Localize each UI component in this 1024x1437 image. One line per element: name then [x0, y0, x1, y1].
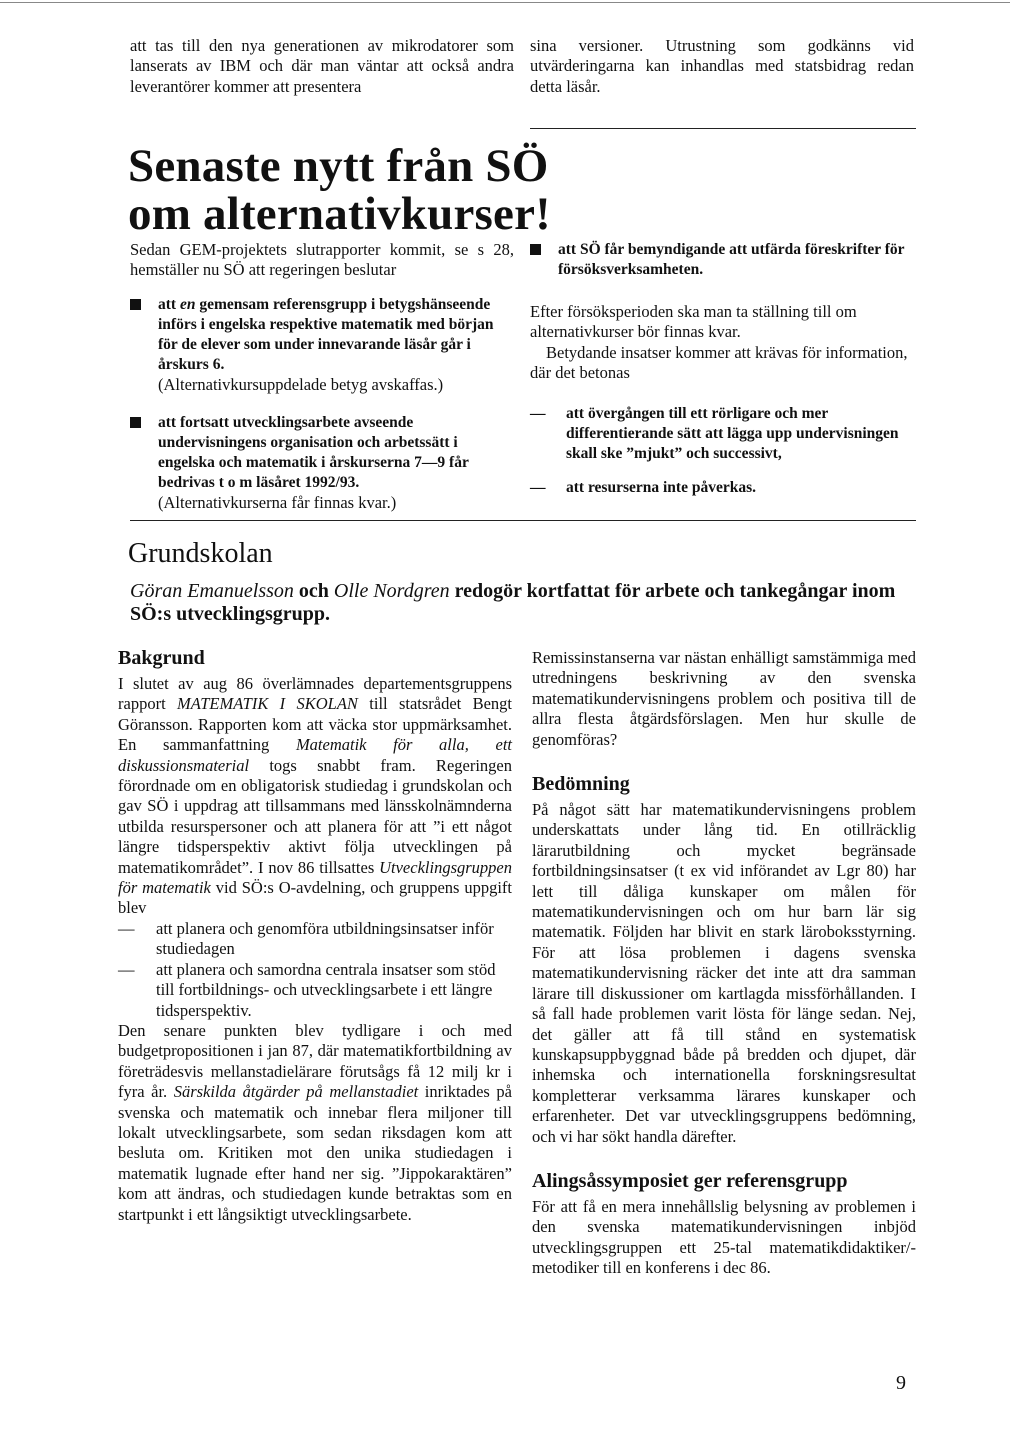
article-lede: Göran Emanuelsson och Olle Nordgren redogör kortfattat för arbete och tankegångar inom SÖ:s utvecklingsgrupp. [130, 580, 896, 625]
news-bottom-rule [130, 520, 916, 521]
news-title: Senaste nytt från SÖ om alternativkurser! [128, 140, 551, 240]
news-bullet-3: att SÖ får bemyndigande att utfärda föreskrifter för försöksverksamheten. [530, 240, 916, 280]
bullet-square-icon [130, 417, 141, 428]
bullet-square-icon [530, 244, 541, 255]
news-bullet-1-note: (Alternativkursuppdelade betyg avskaffas.) [158, 374, 444, 394]
bakgrund-dash-2: — att planera och samordna centrala insatser som stöd till fortbildnings- och utvecklingsarbete i ett längre tidsperspektiv. [118, 959, 496, 1020]
bedomning-paragraph: På något sätt har matematikundervisningens problem underskattats under lång tid. En otillräcklig lärarutbildning och mycket begränsade fortbildningsinsatser (t ex vid införandet av Lgr 80) har lett till dåliga kunskaper om målen för matematikundervisningen och om hur barn lär sig matematik. Följden har blivit en stark läroboksstyrning. För att lösa problemen i dagens svenska matematikundervisning räcker det inte att dra samman lärare till diskussioner om kartlagda missförhållanden. I så fall hade problemen varit lösta för länge sedan. Nej, det gäller att få till stånd en systematisk kunskapsuppbyggnad både på bredden och djupet, där inhemska och internationella forskningsresultat kompletterar verksamma lärares kunskaper och erfarenheter. Det var utvecklingsgruppens bedömning, och vi har sökt handla därefter. [532, 800, 916, 1146]
news-divider-rule [530, 128, 916, 129]
alingsas-heading: Alingsåssymposiet ger referensgrupp [532, 1169, 848, 1192]
bedomning-heading: Bedömning [532, 773, 630, 796]
news-intro: Sedan GEM-projektets slutrapporter kommit, se s 28, hemställer nu SÖ att regeringen beslutar [130, 240, 514, 280]
page-number: 9 [896, 1372, 906, 1394]
bakgrund-paragraph: I slutet av aug 86 överlämnades departementsgruppens rapport MATEMATIK I SKOLAN till statsrådet Bengt Göransson. Rapporten kom att väcka stor uppmärksamhet. En sammanfattning Matematik för alla, ett diskussionsmaterial togs snabbt fram. Regeringen förordnade om en obligatorisk studiedag i grundskolan och gav SÖ i uppdrag att tillsammans med länsskolnämnderna utbilda resurspersoner och att planera för att ”i ett något längre tidsperspektiv aktivt följa utvecklingen på matematikområdet”. I nov 86 tillsattes Utvecklingsgruppen för matematik vid SÖ:s O-avdelning, och gruppens uppgift blev [118, 674, 512, 918]
top-left-text: att tas till den nya generationen av mikrodatorer som lanserats av IBM och där man väntar att också andra leverantörer kommer att presentera [130, 36, 514, 96]
news-dash-1: — att övergången till ett rörligare och mer differentierande sätt att lägga upp undervisningen skall ske ”mjukt” och successivt, [530, 404, 899, 462]
bakgrund-heading: Bakgrund [118, 647, 205, 669]
news-para-1: Efter försöksperioden ska man ta ställning till om alternativkurser bör finnas kvar. [530, 302, 857, 342]
news-bullet-1: att en gemensam referensgrupp i betygshänseende införs i engelska respektive matematik med början för de elever som under innevarande läsår går i årskurs 6. (Alternativkursuppdelade betyg avskaffas.) [130, 295, 514, 395]
news-right-column [530, 240, 916, 498]
news-bullet-2: att fortsatt utvecklingsarbete avseende undervisningens organisation och arbetssätt i engelska och matematik i årskurserna 7—9 får bedrivas t o m läsåret 1992/93. (Alternativkurserna får finnas kvar.) [130, 413, 514, 513]
top-right-text: sina versioner. Utrustning som godkänns vid utvärderingarna kan inhandlas med statsbidrag redan detta läsår. [530, 36, 914, 96]
article-right-column [532, 648, 916, 1279]
news-para-2: Betydande insatser kommer att krävas för information, där det betonas [530, 342, 908, 383]
news-left-column [130, 240, 514, 513]
bakgrund-dash-1: — att planera och genomföra utbildningsinsatser inför studiedagen [118, 918, 494, 959]
news-dash-2: — att resurserna inte påverkas. [530, 478, 756, 496]
news-bullet-2-note: (Alternativkurserna får finnas kvar.) [158, 492, 397, 512]
bakgrund-paragraph-2: Den senare punkten blev tydligare i och med budgetpropositionen i jan 87, där matematikfortbildning av företrädesvis mellanstadielärare förutsågs få 12 milj kr i fyra år. Särskilda åtgärder på mellanstadiet inriktades på svenska och matematik och innebar flera miljoner till lokalt utvecklingsarbete, som sedan riksdagen kom att besluta om. Kritiken mot den unika studiedagen i matematik lugnade efter hand ner sig. ”Jippokaraktären” kom att ändras, och studiedagen kunde betraktas som en startpunkt i ett långsiktigt utvecklingsarbete. [118, 1020, 512, 1224]
remiss-paragraph: Remissinstanserna var nästan enhälligt samstämmiga med utredningens beskrivning av den svenska matematikundervisningens problem och positiva till de allra flesta åtgärdsförslagen. Men hur skulle de genomföras? [532, 648, 916, 749]
section-title: Grundskolan [128, 538, 273, 569]
article-left-column [118, 646, 512, 1225]
top-rule [0, 2, 1010, 3]
alingsas-paragraph: För att få en mera innehållslig belysning av problemen i den svenska matematikundervisningen inbjöd utvecklingsgruppen ett 25-tal matematikdidaktiker/-metodiker till en konferens i dec 86. [532, 1196, 916, 1278]
bullet-square-icon [130, 299, 141, 310]
